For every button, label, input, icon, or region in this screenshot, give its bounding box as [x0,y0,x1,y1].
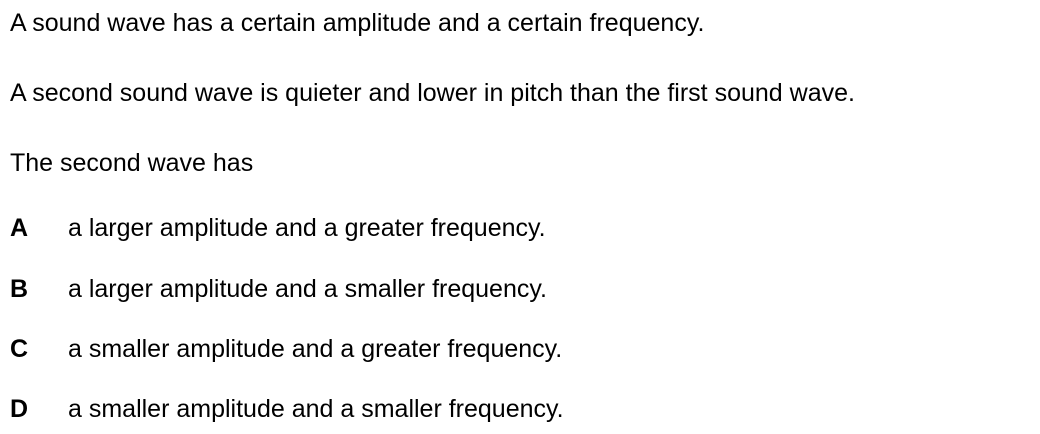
question-stem-line-1: A sound wave has a certain amplitude and a certain frequency. [10,9,705,37]
answer-option-c[interactable] [10,334,562,364]
answer-option-d[interactable] [10,394,564,424]
question-stem-line-2: A second sound wave is quieter and lower in pitch than the first sound wave. [10,79,855,107]
option-text: a smaller amplitude and a smaller frequency. [68,395,564,423]
answer-option-a[interactable] [10,213,546,243]
option-letter: A [10,214,29,242]
answer-option-b[interactable] [10,274,547,304]
option-text: a smaller amplitude and a greater frequency. [68,335,563,363]
option-text: a larger amplitude and a smaller frequency. [68,275,547,303]
option-letter: B [10,275,29,303]
option-letter: C [10,335,29,363]
option-letter: D [10,395,29,423]
question-prompt: The second wave has [10,149,254,177]
option-text: a larger amplitude and a greater frequency. [68,214,546,242]
